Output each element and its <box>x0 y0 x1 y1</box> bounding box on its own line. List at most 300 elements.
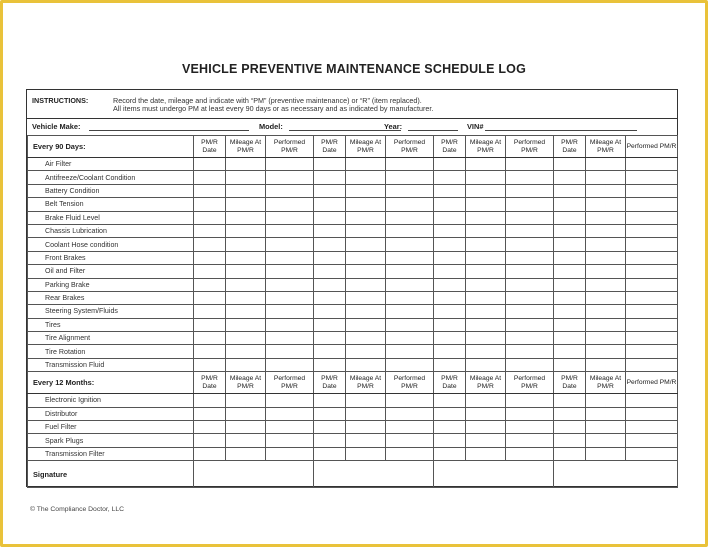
table-row <box>28 305 678 318</box>
entry-cell[interactable] <box>586 332 626 345</box>
entry-cell[interactable] <box>554 211 586 224</box>
table-row <box>28 318 678 331</box>
entry-cell[interactable] <box>386 278 434 291</box>
entry-cell[interactable] <box>434 332 466 345</box>
entry-cell[interactable] <box>226 318 266 331</box>
entry-cell[interactable] <box>386 318 434 331</box>
entry-cell[interactable] <box>506 171 554 184</box>
entry-cell[interactable] <box>466 198 506 211</box>
entry-cell[interactable] <box>266 278 314 291</box>
entry-cell[interactable] <box>466 184 506 197</box>
entry-cell[interactable] <box>506 358 554 371</box>
entry-cell[interactable] <box>434 251 466 264</box>
entry-cell[interactable] <box>586 224 626 237</box>
entry-cell[interactable] <box>346 394 386 407</box>
entry-cell[interactable] <box>434 278 466 291</box>
entry-cell[interactable] <box>466 171 506 184</box>
entry-cell[interactable] <box>466 251 506 264</box>
entry-cell[interactable] <box>266 238 314 251</box>
vehicle-info-row <box>27 118 677 136</box>
entry-cell[interactable] <box>434 421 466 434</box>
entry-cell[interactable] <box>626 291 678 304</box>
entry-cell[interactable] <box>506 447 554 460</box>
entry-cell[interactable] <box>586 251 626 264</box>
entry-cell[interactable] <box>314 224 346 237</box>
entry-cell[interactable] <box>386 407 434 420</box>
entry-cell[interactable] <box>586 265 626 278</box>
entry-cell[interactable] <box>226 171 266 184</box>
entry-cell[interactable] <box>586 407 626 420</box>
entry-cell[interactable] <box>194 198 226 211</box>
entry-cell[interactable] <box>194 265 226 278</box>
entry-cell[interactable] <box>554 421 586 434</box>
entry-cell[interactable] <box>466 447 506 460</box>
entry-cell[interactable] <box>386 238 434 251</box>
entry-cell[interactable] <box>386 358 434 371</box>
column-header-c3: Performed PM/R <box>266 372 314 394</box>
entry-cell[interactable] <box>626 332 678 345</box>
entry-cell[interactable] <box>626 278 678 291</box>
entry-cell[interactable] <box>266 421 314 434</box>
entry-cell[interactable] <box>506 345 554 358</box>
entry-cell[interactable] <box>554 394 586 407</box>
entry-cell[interactable] <box>626 318 678 331</box>
entry-cell[interactable] <box>554 265 586 278</box>
entry-cell[interactable] <box>506 434 554 447</box>
table-row <box>28 394 678 407</box>
year-field[interactable] <box>408 130 458 131</box>
entry-cell[interactable] <box>586 358 626 371</box>
entry-cell[interactable] <box>266 158 314 171</box>
entry-cell[interactable] <box>506 224 554 237</box>
entry-cell[interactable] <box>314 171 346 184</box>
column-header-c3: Performed PM/R <box>506 136 554 158</box>
table-row <box>28 434 678 447</box>
entry-cell[interactable] <box>226 434 266 447</box>
entry-cell[interactable] <box>506 291 554 304</box>
entry-cell[interactable] <box>554 332 586 345</box>
entry-cell[interactable] <box>194 358 226 371</box>
entry-cell[interactable] <box>314 332 346 345</box>
entry-cell[interactable] <box>314 291 346 304</box>
entry-cell[interactable] <box>434 171 466 184</box>
entry-cell[interactable] <box>314 358 346 371</box>
entry-cell[interactable] <box>386 345 434 358</box>
entry-cell[interactable] <box>626 158 678 171</box>
entry-cell[interactable] <box>554 345 586 358</box>
entry-cell[interactable] <box>626 394 678 407</box>
entry-cell[interactable] <box>194 158 226 171</box>
entry-cell[interactable] <box>506 198 554 211</box>
entry-cell[interactable] <box>266 251 314 264</box>
entry-cell[interactable] <box>266 291 314 304</box>
entry-cell[interactable] <box>626 447 678 460</box>
entry-cell[interactable] <box>226 332 266 345</box>
entry-cell[interactable] <box>346 434 386 447</box>
entry-cell[interactable] <box>506 238 554 251</box>
maintenance-item-label: Fuel Filter <box>28 421 194 434</box>
entry-cell[interactable] <box>506 332 554 345</box>
entry-cell[interactable] <box>626 305 678 318</box>
entry-cell[interactable] <box>386 158 434 171</box>
entry-cell[interactable] <box>626 198 678 211</box>
maintenance-item-label: Tire Rotation <box>28 345 194 358</box>
entry-cell[interactable] <box>506 407 554 420</box>
entry-cell[interactable] <box>314 278 346 291</box>
maintenance-item-label: Coolant Hose condition <box>28 238 194 251</box>
entry-cell[interactable] <box>434 447 466 460</box>
entry-cell[interactable] <box>554 224 586 237</box>
entry-cell[interactable] <box>346 251 386 264</box>
entry-cell[interactable] <box>506 318 554 331</box>
entry-cell[interactable] <box>554 184 586 197</box>
entry-cell[interactable] <box>386 421 434 434</box>
column-header-c3: Performed PM/R <box>386 372 434 394</box>
entry-cell[interactable] <box>386 265 434 278</box>
entry-cell[interactable] <box>466 158 506 171</box>
entry-cell[interactable] <box>434 318 466 331</box>
signature-label: Signature <box>28 461 194 488</box>
entry-cell[interactable] <box>266 318 314 331</box>
entry-cell[interactable] <box>554 358 586 371</box>
entry-cell[interactable] <box>346 224 386 237</box>
entry-cell[interactable] <box>314 394 346 407</box>
entry-cell[interactable] <box>586 318 626 331</box>
entry-cell[interactable] <box>266 447 314 460</box>
entry-cell[interactable] <box>434 394 466 407</box>
entry-cell[interactable] <box>554 251 586 264</box>
vehicle-make-label: Vehicle Make: <box>32 122 81 131</box>
entry-cell[interactable] <box>194 251 226 264</box>
vin-field[interactable] <box>485 130 637 131</box>
column-header-c3: Performed PM/R <box>626 372 678 394</box>
entry-cell[interactable] <box>266 265 314 278</box>
entry-cell[interactable] <box>226 421 266 434</box>
entry-cell[interactable] <box>586 434 626 447</box>
entry-cell[interactable] <box>434 158 466 171</box>
entry-cell[interactable] <box>434 407 466 420</box>
entry-cell[interactable] <box>346 407 386 420</box>
entry-cell[interactable] <box>226 407 266 420</box>
entry-cell[interactable] <box>386 171 434 184</box>
entry-cell[interactable] <box>586 345 626 358</box>
instructions-line-2: All items must undergo PM at least every 90 days or as necessary and as indicated by manufacturer. <box>113 104 434 113</box>
signature-field[interactable] <box>554 461 678 488</box>
entry-cell[interactable] <box>554 434 586 447</box>
maintenance-item-label: Tires <box>28 318 194 331</box>
entry-cell[interactable] <box>346 291 386 304</box>
entry-cell[interactable] <box>314 318 346 331</box>
entry-cell[interactable] <box>586 158 626 171</box>
entry-cell[interactable] <box>346 158 386 171</box>
entry-cell[interactable] <box>194 318 226 331</box>
entry-cell[interactable] <box>434 238 466 251</box>
entry-cell[interactable] <box>626 184 678 197</box>
entry-cell[interactable] <box>626 238 678 251</box>
entry-cell[interactable] <box>506 305 554 318</box>
entry-cell[interactable] <box>586 238 626 251</box>
maintenance-log-sheet <box>26 89 678 487</box>
entry-cell[interactable] <box>586 421 626 434</box>
entry-cell[interactable] <box>194 394 226 407</box>
entry-cell[interactable] <box>194 238 226 251</box>
entry-cell[interactable] <box>466 318 506 331</box>
entry-cell[interactable] <box>466 265 506 278</box>
table-row <box>28 265 678 278</box>
entry-cell[interactable] <box>586 198 626 211</box>
entry-cell[interactable] <box>506 211 554 224</box>
entry-cell[interactable] <box>226 198 266 211</box>
column-header-c2: Mileage At PM/R <box>346 372 386 394</box>
entry-cell[interactable] <box>586 211 626 224</box>
entry-cell[interactable] <box>626 251 678 264</box>
entry-cell[interactable] <box>386 224 434 237</box>
entry-cell[interactable] <box>466 211 506 224</box>
entry-cell[interactable] <box>314 158 346 171</box>
entry-cell[interactable] <box>434 291 466 304</box>
entry-cell[interactable] <box>314 238 346 251</box>
entry-cell[interactable] <box>434 345 466 358</box>
entry-cell[interactable] <box>626 265 678 278</box>
entry-cell[interactable] <box>226 278 266 291</box>
entry-cell[interactable] <box>346 345 386 358</box>
entry-cell[interactable] <box>314 251 346 264</box>
vehicle-make-field[interactable] <box>89 130 249 131</box>
entry-cell[interactable] <box>506 278 554 291</box>
table-row <box>28 345 678 358</box>
entry-cell[interactable] <box>586 278 626 291</box>
entry-cell[interactable] <box>346 358 386 371</box>
entry-cell[interactable] <box>226 265 266 278</box>
entry-cell[interactable] <box>194 332 226 345</box>
column-header-c3: Performed PM/R <box>386 136 434 158</box>
entry-cell[interactable] <box>554 158 586 171</box>
entry-cell[interactable] <box>554 198 586 211</box>
column-header-c2: Mileage At PM/R <box>226 372 266 394</box>
entry-cell[interactable] <box>314 407 346 420</box>
entry-cell[interactable] <box>314 305 346 318</box>
entry-cell[interactable] <box>466 224 506 237</box>
entry-cell[interactable] <box>346 447 386 460</box>
entry-cell[interactable] <box>194 291 226 304</box>
column-header-c2: Mileage At PM/R <box>466 372 506 394</box>
entry-cell[interactable] <box>314 265 346 278</box>
entry-cell[interactable] <box>194 211 226 224</box>
entry-cell[interactable] <box>466 434 506 447</box>
vin-label: VIN# <box>467 122 484 131</box>
entry-cell[interactable] <box>346 278 386 291</box>
entry-cell[interactable] <box>506 184 554 197</box>
entry-cell[interactable] <box>266 211 314 224</box>
signature-field[interactable] <box>314 461 434 488</box>
entry-cell[interactable] <box>434 305 466 318</box>
entry-cell[interactable] <box>226 251 266 264</box>
maintenance-item-label: Transmission Fluid <box>28 358 194 371</box>
every-90-days-label: Every 90 Days: <box>28 136 194 158</box>
entry-cell[interactable] <box>194 345 226 358</box>
entry-cell[interactable] <box>626 421 678 434</box>
entry-cell[interactable] <box>194 421 226 434</box>
entry-cell[interactable] <box>226 305 266 318</box>
column-header-c1: PM/R Date <box>194 372 226 394</box>
entry-cell[interactable] <box>466 332 506 345</box>
entry-cell[interactable] <box>466 305 506 318</box>
entry-cell[interactable] <box>314 198 346 211</box>
signature-field[interactable] <box>194 461 314 488</box>
entry-cell[interactable] <box>434 198 466 211</box>
entry-cell[interactable] <box>346 332 386 345</box>
entry-cell[interactable] <box>314 211 346 224</box>
entry-cell[interactable] <box>554 171 586 184</box>
entry-cell[interactable] <box>626 358 678 371</box>
entry-cell[interactable] <box>466 421 506 434</box>
entry-cell[interactable] <box>466 278 506 291</box>
entry-cell[interactable] <box>434 224 466 237</box>
entry-cell[interactable] <box>194 171 226 184</box>
entry-cell[interactable] <box>386 394 434 407</box>
entry-cell[interactable] <box>266 184 314 197</box>
entry-cell[interactable] <box>466 291 506 304</box>
column-header-c2: Mileage At PM/R <box>346 136 386 158</box>
entry-cell[interactable] <box>226 447 266 460</box>
entry-cell[interactable] <box>386 434 434 447</box>
entry-cell[interactable] <box>586 171 626 184</box>
entry-cell[interactable] <box>346 265 386 278</box>
entry-cell[interactable] <box>626 211 678 224</box>
entry-cell[interactable] <box>194 224 226 237</box>
entry-cell[interactable] <box>586 394 626 407</box>
entry-cell[interactable] <box>506 421 554 434</box>
entry-cell[interactable] <box>554 407 586 420</box>
model-label: Model: <box>259 122 283 131</box>
entry-cell[interactable] <box>626 407 678 420</box>
entry-cell[interactable] <box>434 265 466 278</box>
entry-cell[interactable] <box>386 198 434 211</box>
entry-cell[interactable] <box>554 318 586 331</box>
entry-cell[interactable] <box>386 305 434 318</box>
entry-cell[interactable] <box>226 358 266 371</box>
entry-cell[interactable] <box>586 291 626 304</box>
entry-cell[interactable] <box>226 211 266 224</box>
entry-cell[interactable] <box>314 421 346 434</box>
entry-cell[interactable] <box>506 394 554 407</box>
column-header-c1: PM/R Date <box>554 136 586 158</box>
entry-cell[interactable] <box>226 238 266 251</box>
entry-cell[interactable] <box>194 278 226 291</box>
entry-cell[interactable] <box>346 318 386 331</box>
entry-cell[interactable] <box>226 158 266 171</box>
entry-cell[interactable] <box>266 394 314 407</box>
entry-cell[interactable] <box>314 184 346 197</box>
entry-cell[interactable] <box>554 291 586 304</box>
entry-cell[interactable] <box>466 407 506 420</box>
entry-cell[interactable] <box>466 238 506 251</box>
entry-cell[interactable] <box>626 345 678 358</box>
table-row <box>28 211 678 224</box>
entry-cell[interactable] <box>266 434 314 447</box>
entry-cell[interactable] <box>346 171 386 184</box>
entry-cell[interactable] <box>314 447 346 460</box>
entry-cell[interactable] <box>434 434 466 447</box>
entry-cell[interactable] <box>626 224 678 237</box>
entry-cell[interactable] <box>346 305 386 318</box>
entry-cell[interactable] <box>626 171 678 184</box>
entry-cell[interactable] <box>346 198 386 211</box>
entry-cell[interactable] <box>226 184 266 197</box>
column-header-c3: Performed PM/R <box>506 372 554 394</box>
entry-cell[interactable] <box>554 447 586 460</box>
entry-cell[interactable] <box>226 291 266 304</box>
entry-cell[interactable] <box>466 394 506 407</box>
entry-cell[interactable] <box>554 305 586 318</box>
entry-cell[interactable] <box>226 394 266 407</box>
entry-cell[interactable] <box>506 265 554 278</box>
maintenance-item-label: Chassis Lubrication <box>28 224 194 237</box>
entry-cell[interactable] <box>434 184 466 197</box>
entry-cell[interactable] <box>266 305 314 318</box>
entry-cell[interactable] <box>554 278 586 291</box>
entry-cell[interactable] <box>386 251 434 264</box>
entry-cell[interactable] <box>226 345 266 358</box>
entry-cell[interactable] <box>314 345 346 358</box>
entry-cell[interactable] <box>314 434 346 447</box>
entry-cell[interactable] <box>266 358 314 371</box>
entry-cell[interactable] <box>346 211 386 224</box>
table-row <box>28 171 678 184</box>
entry-cell[interactable] <box>194 407 226 420</box>
maintenance-item-label: Electronic Ignition <box>28 394 194 407</box>
maintenance-item-label: Spark Plugs <box>28 434 194 447</box>
entry-cell[interactable] <box>266 407 314 420</box>
column-header-c2: Mileage At PM/R <box>466 136 506 158</box>
entry-cell[interactable] <box>194 447 226 460</box>
entry-cell[interactable] <box>266 224 314 237</box>
entry-cell[interactable] <box>506 251 554 264</box>
entry-cell[interactable] <box>266 171 314 184</box>
maintenance-item-label: Parking Brake <box>28 278 194 291</box>
entry-cell[interactable] <box>554 238 586 251</box>
entry-cell[interactable] <box>386 447 434 460</box>
entry-cell[interactable] <box>466 358 506 371</box>
entry-cell[interactable] <box>346 421 386 434</box>
entry-cell[interactable] <box>466 345 506 358</box>
entry-cell[interactable] <box>194 305 226 318</box>
maintenance-item-label: Oil and Filter <box>28 265 194 278</box>
signature-field[interactable] <box>434 461 554 488</box>
entry-cell[interactable] <box>266 332 314 345</box>
entry-cell[interactable] <box>586 305 626 318</box>
entry-cell[interactable] <box>506 158 554 171</box>
entry-cell[interactable] <box>194 434 226 447</box>
entry-cell[interactable] <box>586 184 626 197</box>
entry-cell[interactable] <box>586 447 626 460</box>
entry-cell[interactable] <box>266 345 314 358</box>
entry-cell[interactable] <box>386 332 434 345</box>
entry-cell[interactable] <box>346 238 386 251</box>
entry-cell[interactable] <box>434 358 466 371</box>
maintenance-grid <box>27 135 678 488</box>
entry-cell[interactable] <box>386 211 434 224</box>
entry-cell[interactable] <box>434 211 466 224</box>
entry-cell[interactable] <box>226 224 266 237</box>
entry-cell[interactable] <box>194 184 226 197</box>
entry-cell[interactable] <box>626 434 678 447</box>
entry-cell[interactable] <box>386 184 434 197</box>
entry-cell[interactable] <box>386 291 434 304</box>
entry-cell[interactable] <box>266 198 314 211</box>
entry-cell[interactable] <box>346 184 386 197</box>
maintenance-item-label: Rear Brakes <box>28 291 194 304</box>
